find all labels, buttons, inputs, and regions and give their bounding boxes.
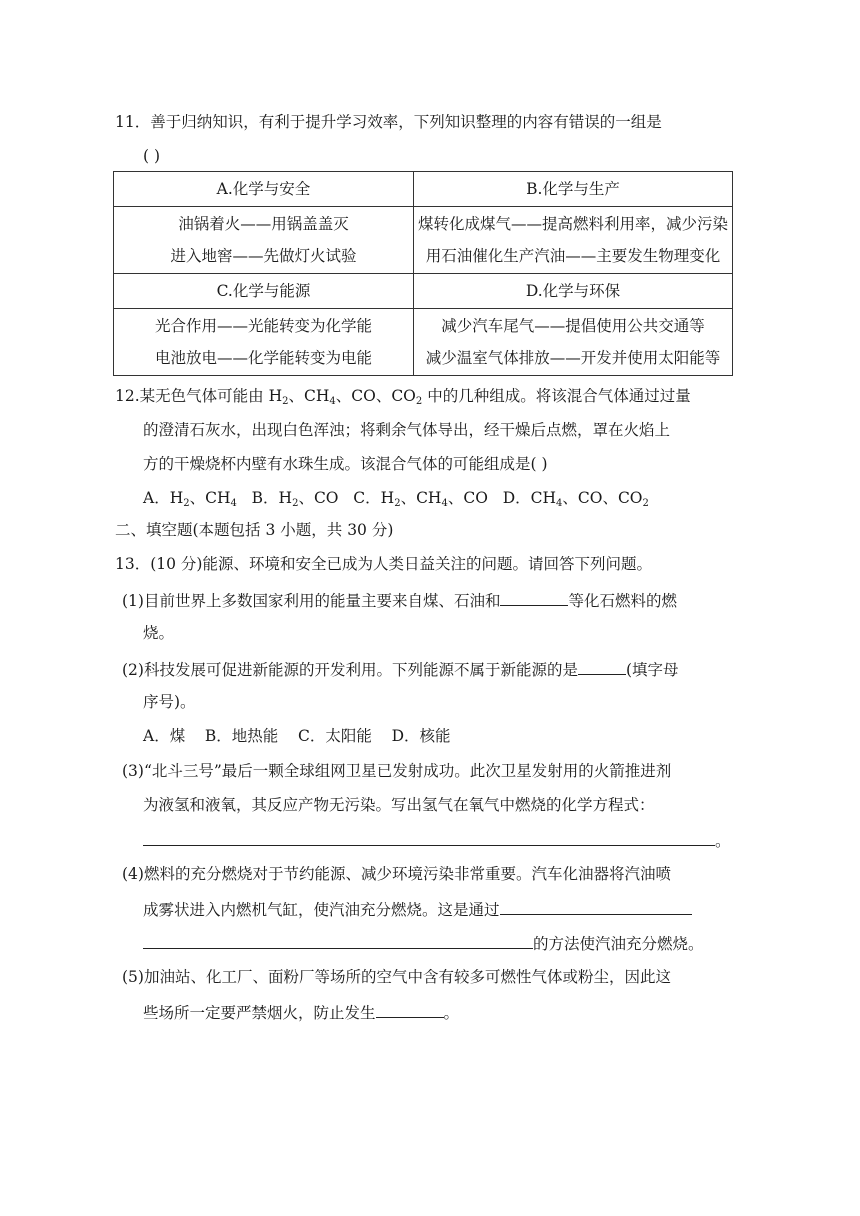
section-title: 二、填空题(本题包括 3 小题，共 30 分)	[115, 521, 394, 539]
table-cell-c-content	[114, 309, 414, 376]
q13-part1-line2: 烧。	[143, 624, 175, 642]
q13-part5-line2: 些场所一定要严禁烟火，防止发生 。	[143, 1001, 459, 1023]
q11-stem-line1: 11．善于归纳知识，有利于提升学习效率，下列知识整理的内容有错误的一组是	[115, 113, 662, 131]
q12-option-a: A．$H_2$、$CH_4$	[143, 489, 237, 509]
answer-blank-3[interactable]	[143, 829, 715, 846]
q13-part3-line1: (3)“北斗三号”最后一颗全球组网卫星已发射成功。此次卫星发射用的火箭推进剂	[122, 762, 672, 780]
q13-part2-options: A．煤 B．地热能 C．太阳能 D．核能	[143, 727, 451, 745]
table-cell-a-content	[114, 207, 414, 274]
q12-options	[143, 488, 649, 508]
table-c-line2: 电池放电——化学能转变为电能	[154, 349, 372, 367]
q13-part4-line1: (4)燃料的充分燃烧对于节约能源、减少环境污染非常重要。汽车化油器将汽油喷	[122, 865, 671, 883]
table-b-line1: 煤转化成煤气——提高燃料利用率，减少污染	[417, 215, 728, 233]
q11-knowledge-table	[113, 171, 733, 376]
table-c-line1: 光合作用——光能转变为化学能	[154, 317, 372, 335]
table-cell-b-title: B.化学与生产	[413, 172, 732, 207]
table-cell-d-content	[413, 309, 732, 376]
q13-part4-line2: 成雾状进入内燃机气缸，使汽油充分燃烧。这是通过	[143, 898, 692, 920]
table-cell-b-content	[413, 207, 732, 274]
q12-stem-line1: 12.某无色气体可能由 $H_2$、$CH_4$、CO、$CO_2$ 中的几种组成。将该混合气体通过过量	[115, 387, 691, 407]
table-b-line2: 用石油催化生产汽油——主要发生物理变化	[425, 247, 721, 265]
table-d-line2: 减少温室气体排放——开发并使用太阳能等	[425, 349, 721, 367]
q13-part2-line2: 序号)。	[143, 693, 196, 711]
q12-stem-line3: 方的干燥烧杯内壁有水珠生成。该混合气体的可能组成是( )	[143, 455, 548, 473]
table-cell-c-title: C.化学与能源	[114, 274, 414, 309]
table-a-line2: 进入地窖——先做灯火试验	[170, 247, 357, 265]
q12-option-b: B．$H_2$、CO	[251, 489, 339, 509]
answer-blank-4b[interactable]	[143, 932, 533, 949]
answer-blank-5[interactable]	[376, 1001, 444, 1018]
q13-part4-line3: 的方法使汽油充分燃烧。	[143, 932, 704, 954]
q12-stem-line2: 的澄清石灰水，出现白色浑浊；将剩余气体导出，经干燥后点燃，罩在火焰上	[143, 421, 671, 439]
q13-part3-line2: 为液氢和液氧，其反应产物无污染。写出氢气在氧气中燃烧的化学方程式：	[143, 796, 655, 814]
table-cell-d-title: D.化学与环保	[413, 274, 732, 309]
q13-part1-line1: (1)目前世界上多数国家利用的能量主要来自煤、石油和 等化石燃料的燃	[122, 589, 677, 611]
table-cell-a-title: A.化学与安全	[114, 172, 414, 207]
answer-blank-4a[interactable]	[500, 898, 692, 915]
q13-part5-line1: (5)加油站、化工厂、面粉厂等场所的空气中含有较多可燃性气体或粉尘，因此这	[122, 968, 671, 986]
table-a-line1: 油锅着火——用锅盖盖灭	[178, 215, 349, 233]
q12-option-c: C．$H_2$、$CH_4$、CO	[353, 489, 488, 509]
q13-part2-line1: (2)科技发展可促进新能源的开发利用。下列能源不属于新能源的是 (填字母	[122, 658, 679, 680]
q13-part3-line3: 。	[143, 829, 731, 851]
answer-blank-2[interactable]	[578, 658, 626, 675]
answer-blank-1[interactable]	[500, 589, 568, 606]
q13-intro: 13．(10 分)能源、环境和安全已成为人类日益关注的问题。请回答下列问题。	[115, 555, 652, 573]
q12-option-d: D．$CH_4$、CO、$CO_2$	[502, 489, 649, 509]
q11-answer-bracket: ( )	[143, 147, 161, 165]
table-d-line1: 减少汽车尾气——提倡使用公共交通等	[441, 317, 705, 335]
